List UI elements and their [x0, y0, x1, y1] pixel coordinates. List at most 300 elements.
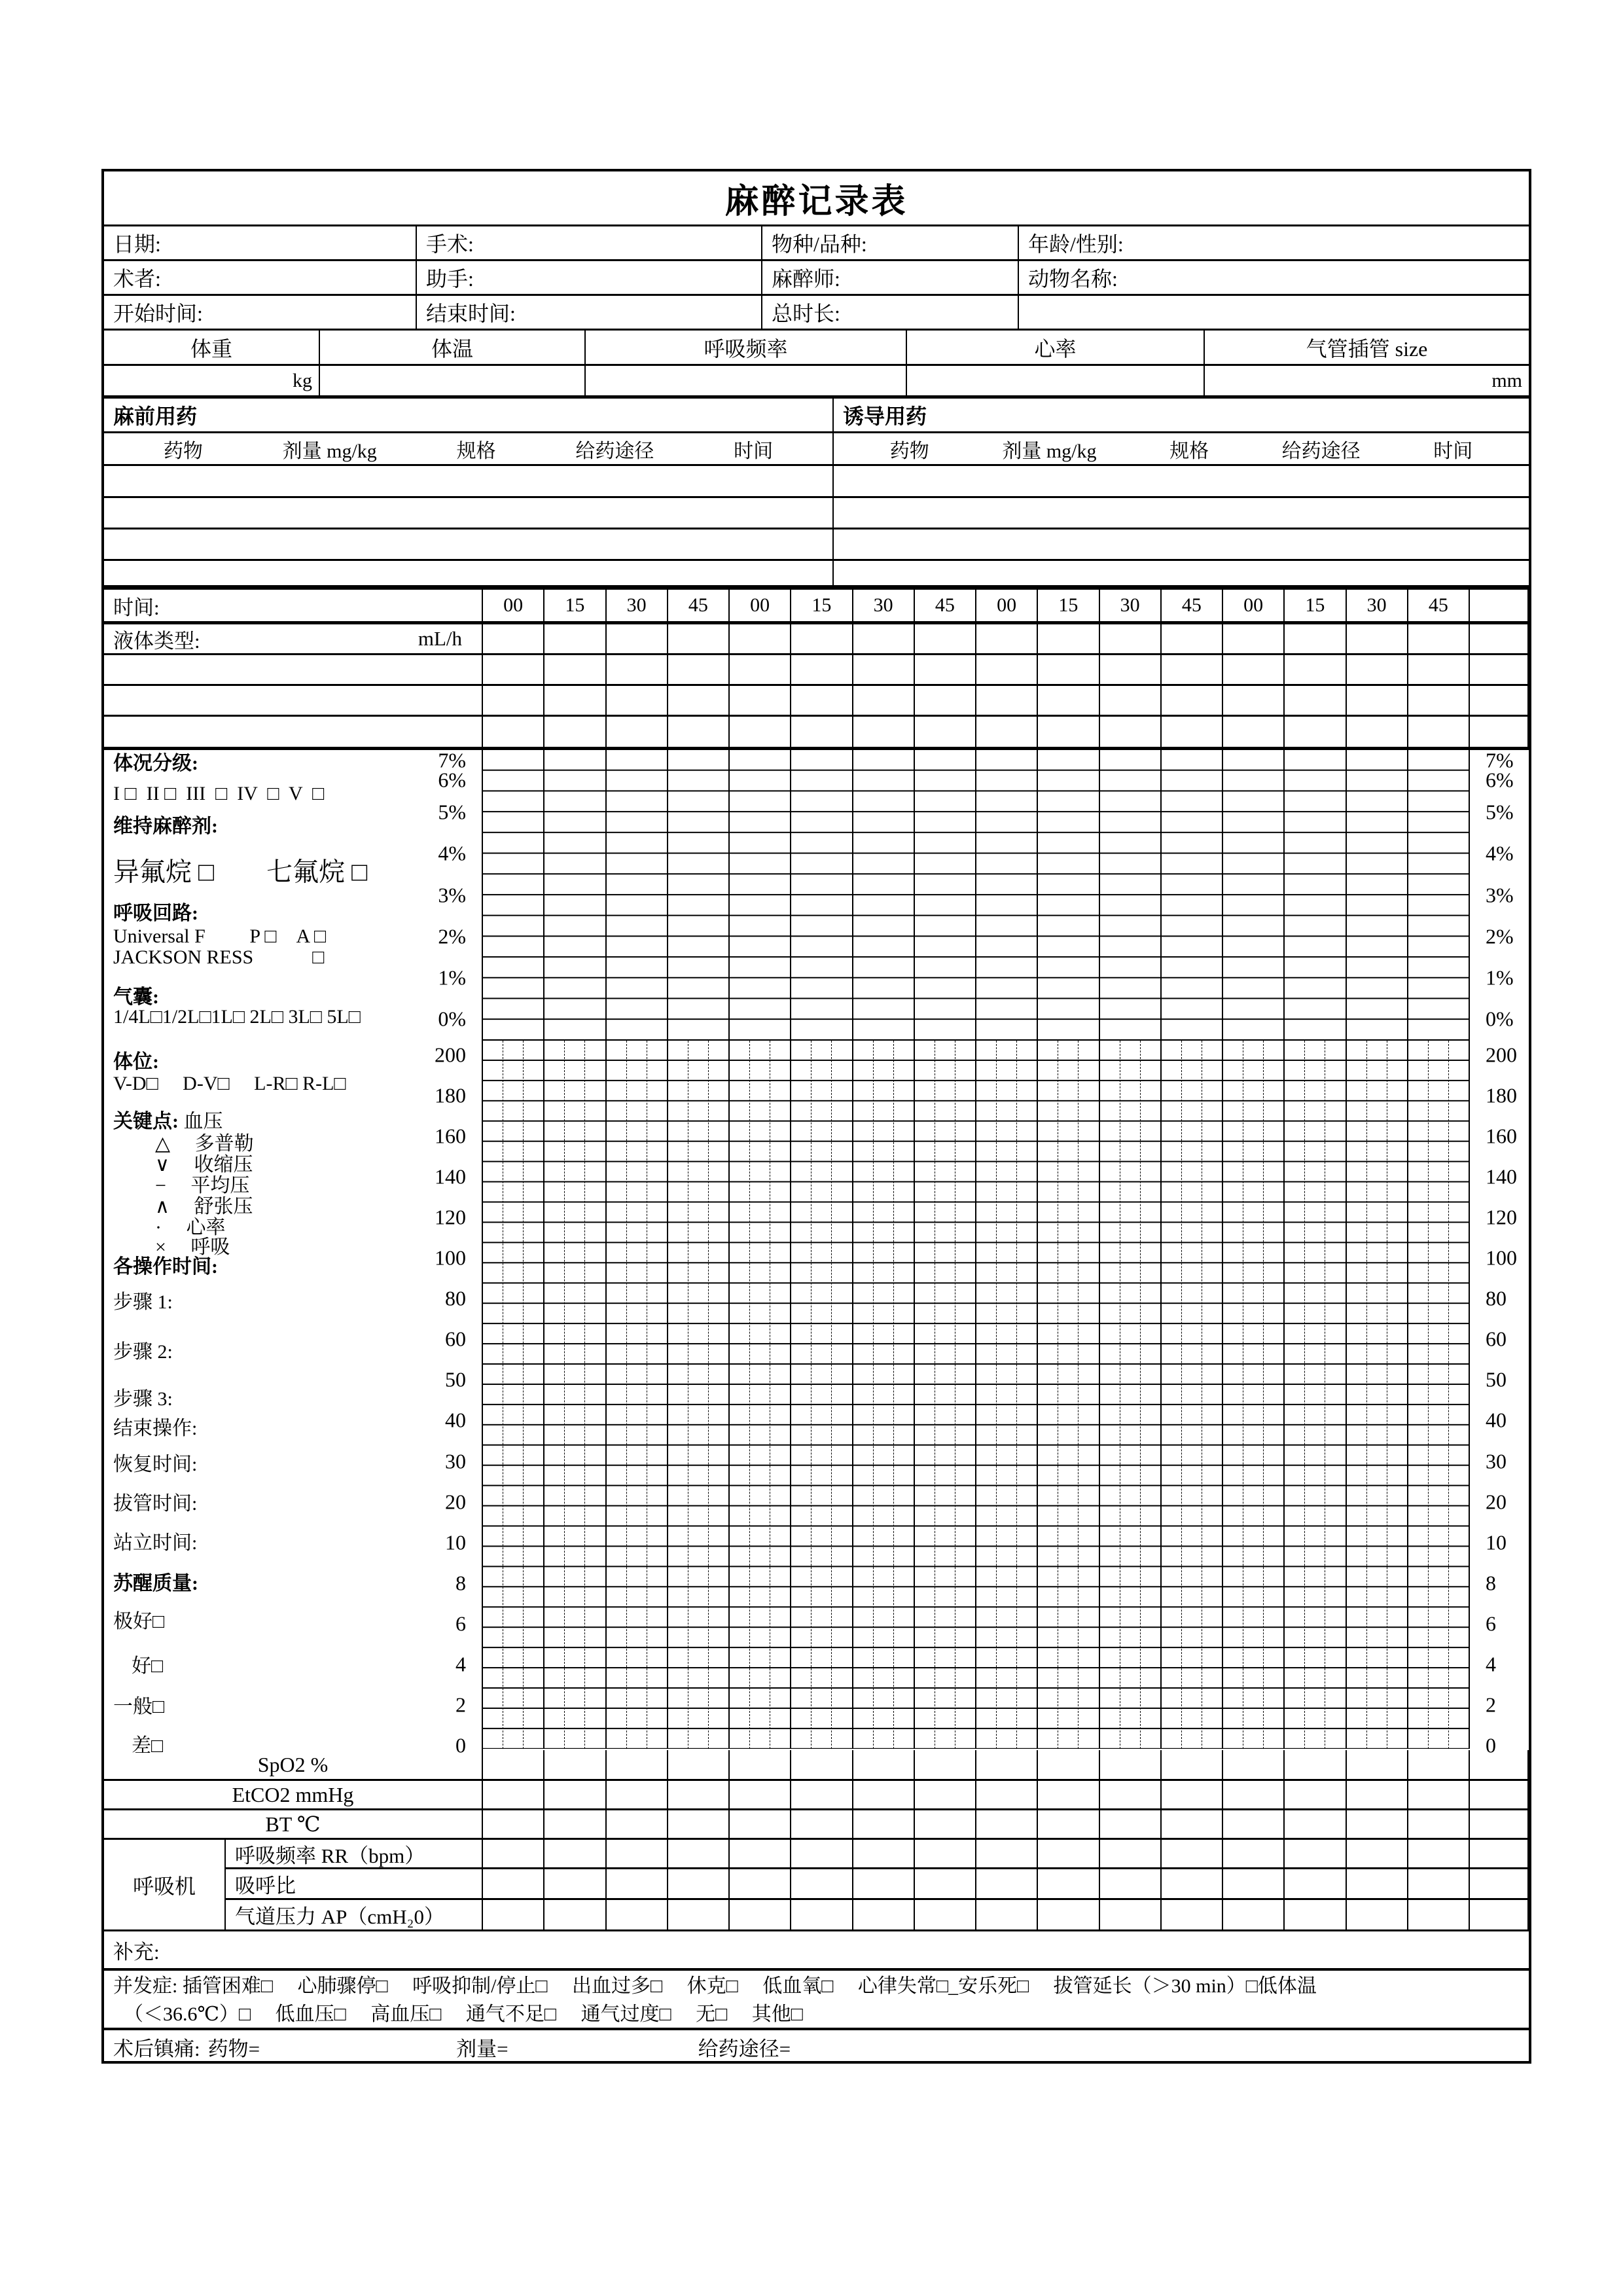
chart-legend-item: Universal F P □ A □ [113, 925, 327, 947]
chart-legend-item: 一般□ [113, 1696, 165, 1717]
grid-cell [1408, 1810, 1470, 1838]
grid-cell [483, 624, 544, 653]
grid-cell [1285, 1750, 1346, 1779]
grid-cell [668, 1781, 730, 1808]
vitals-grid-column [915, 1041, 976, 1749]
percent-grid-column [976, 750, 1038, 1039]
grid-cell [915, 1840, 976, 1867]
grid-cell [976, 686, 1038, 715]
vitals-unit-cell [907, 366, 1205, 395]
info-row [104, 296, 1529, 331]
grid-cell [791, 1869, 853, 1898]
grid-cell [1162, 717, 1223, 747]
five-min-subcolumn [688, 1041, 709, 1749]
time-tick-cell: 45 [1408, 590, 1470, 621]
med-column-label: 时间 [1433, 440, 1473, 462]
grid-cell [915, 1750, 976, 1779]
grid-cell [1408, 1840, 1470, 1867]
time-scale-row [104, 588, 1529, 624]
percent-scale-label: 2% [1486, 924, 1514, 948]
percent-grid-column [1038, 750, 1099, 1039]
value-scale-label: 140 [1486, 1164, 1517, 1189]
value-scale-label: 0 [455, 1733, 466, 1757]
value-scale-label: 120 [435, 1205, 466, 1229]
grid-cell [1223, 655, 1285, 684]
five-min-subcolumn [668, 1041, 688, 1749]
vitals-header-cell: 心率 [907, 331, 1205, 364]
grid-cell [1223, 1900, 1285, 1929]
vitals-grid-column [1408, 1041, 1470, 1749]
five-min-subcolumn [1325, 1041, 1345, 1749]
page-title: 麻醉记录表 [724, 183, 908, 221]
five-min-subcolumn [997, 1041, 1017, 1749]
induction-entry-cell [834, 498, 1529, 528]
info-cell: 手术: [417, 226, 762, 259]
grid-cell [730, 1810, 791, 1838]
grid-cell [853, 655, 915, 684]
info-cell: 动物名称: [1028, 267, 1118, 291]
grid-cell [730, 1900, 791, 1929]
chart-legend-item: 差□ [132, 1735, 164, 1757]
value-scale-label: 2 [1486, 1693, 1496, 1717]
grid-cell [1285, 1900, 1346, 1929]
chart-legend-item: V-D□ D-V□ L-R□ R-L□ [113, 1073, 346, 1094]
five-min-subcolumn [915, 1041, 935, 1749]
info-cell: 助手: [417, 261, 762, 294]
percent-grid-column [1285, 750, 1346, 1039]
time-tick-cell: 00 [483, 590, 544, 621]
five-min-subcolumn [1449, 1041, 1469, 1749]
five-min-subcolumn [894, 1041, 914, 1749]
percent-scale-label: 0% [1486, 1007, 1514, 1031]
value-scale-label: 50 [445, 1367, 466, 1391]
chart-legend-item: 异氟烷 □ 七氟烷 □ [113, 857, 368, 887]
complications-label: 并发症: [113, 1975, 178, 1997]
five-min-subcolumn [791, 1041, 812, 1749]
grid-end-cell [1470, 717, 1529, 747]
value-scale-label: 180 [1486, 1083, 1517, 1107]
grid-cell [1100, 1840, 1162, 1867]
grid-cell [915, 1810, 976, 1838]
percent-scale-label: 6% [438, 768, 466, 792]
grid-cell [1347, 686, 1408, 715]
five-min-subcolumn [1243, 1041, 1264, 1749]
percent-grid-column [607, 750, 668, 1039]
vitals-grid-column [1285, 1041, 1346, 1749]
monitor-row-label: SpO2 % [104, 1750, 483, 1779]
grid-cell [1408, 717, 1470, 747]
five-min-subcolumn [647, 1041, 667, 1749]
grid-cell [1347, 1869, 1408, 1898]
grid-cell [915, 655, 976, 684]
percent-grid-column [1100, 750, 1162, 1039]
chart-grid [483, 750, 1470, 1750]
grid-cell [1285, 1869, 1346, 1898]
ventilator-row [226, 1869, 1529, 1900]
grid-cell [915, 624, 976, 653]
value-scale-label: 40 [1486, 1408, 1507, 1432]
ventilator-row-label: 呼吸频率 RR（bpm） [226, 1840, 483, 1867]
grid-cell [1100, 655, 1162, 684]
grid-cell [1223, 1810, 1285, 1838]
blank-row-label [104, 717, 483, 747]
grid-end-cell [1470, 1840, 1529, 1867]
premed-entry-cell [104, 529, 834, 559]
grid-cell [791, 1900, 853, 1929]
grid-cell [976, 624, 1038, 653]
percent-scale-label: 7% [438, 748, 466, 772]
premed-entry-cell [104, 561, 834, 585]
time-tick-cell: 15 [1285, 590, 1346, 621]
info-cell: 结束时间: [417, 296, 762, 329]
grid-cell [915, 686, 976, 715]
chart-legend-item: △ 多普勒 [155, 1133, 254, 1155]
grid-cell [730, 686, 791, 715]
med-column-label: 药物 [163, 440, 203, 462]
percent-grid-column [730, 750, 791, 1039]
value-scale-label: 120 [1486, 1205, 1517, 1229]
grid-cell [976, 1750, 1038, 1779]
premed-title-cell [104, 399, 834, 431]
grid-cell [544, 686, 606, 715]
vitals-grid-column [976, 1041, 1038, 1749]
blank-entry-row [104, 655, 1529, 686]
grid-cell [1162, 1900, 1223, 1929]
grid-cell [915, 717, 976, 747]
grid-cell [853, 1869, 915, 1898]
premed-columns [104, 433, 834, 464]
five-min-subcolumn [1223, 1041, 1243, 1749]
five-min-subcolumn [709, 1041, 728, 1749]
grid-cell [1408, 1900, 1470, 1929]
grid-cell [1162, 1840, 1223, 1867]
grid-cell [1408, 1750, 1470, 1779]
percent-scale-label: 4% [438, 841, 466, 865]
chart-legend-item: 站立时间: [113, 1532, 198, 1554]
grid-cell [1408, 686, 1470, 715]
medication-column-headers [104, 433, 1529, 466]
grid-cell [607, 1840, 668, 1867]
five-min-subcolumn [874, 1041, 894, 1749]
grid-cell [607, 1750, 668, 1779]
five-min-subcolumn [1202, 1041, 1222, 1749]
grid-cell [1408, 1869, 1470, 1898]
five-min-subcolumn [524, 1041, 543, 1749]
grid-cell [791, 1781, 853, 1808]
grid-cell [1223, 717, 1285, 747]
grid-cell [853, 717, 915, 747]
grid-cell [1038, 1810, 1099, 1838]
grid-end-cell [1470, 1750, 1529, 1779]
chart-legend-item: × 呼吸 [155, 1236, 230, 1258]
grid-cell [607, 624, 668, 653]
chart-legend-item: 1/4L□1/2L□1L□ 2L□ 3L□ 5L□ [113, 1006, 361, 1028]
five-min-subcolumn [770, 1041, 790, 1749]
grid-cell [1038, 1781, 1099, 1808]
grid-end-cell [1470, 1810, 1529, 1838]
percent-grid-column [483, 750, 544, 1039]
value-scale-label: 10 [1486, 1530, 1507, 1554]
grid-cell [1162, 686, 1223, 715]
grid-cell [668, 1840, 730, 1867]
grid-cell [1347, 1781, 1408, 1808]
medication-entry-rows [104, 466, 1529, 588]
fluid-unit: mL/h [418, 627, 462, 650]
complications-line1 [113, 1972, 1529, 2000]
value-scale-label: 50 [1486, 1367, 1507, 1391]
ventilator-row-label: 气道压力 AP（cmH₂0） [226, 1900, 483, 1929]
five-min-subcolumn [1429, 1041, 1449, 1749]
grid-cell [1408, 655, 1470, 684]
chart-legend-item: 呼吸回路: [113, 903, 198, 924]
med-column-label: 规格 [1169, 440, 1209, 462]
five-min-subcolumn [976, 1041, 997, 1749]
grid-cell [607, 686, 668, 715]
chart-legend-item: 体况分级: [113, 753, 198, 774]
time-tick-cell: 15 [791, 590, 853, 621]
postop-dose: 剂量= [456, 2037, 508, 2060]
form-title-row [104, 171, 1529, 226]
induction-entry-cell [834, 561, 1529, 585]
value-scale-label: 30 [445, 1449, 466, 1473]
grid-cell [915, 1781, 976, 1808]
grid-cell [668, 1750, 730, 1779]
vitals-grid-column [544, 1041, 606, 1749]
grid-cell [1100, 1900, 1162, 1929]
grid-cell [607, 655, 668, 684]
grid-cell [1347, 1900, 1408, 1929]
grid-cell [668, 717, 730, 747]
chart-legend-item: 好□ [132, 1655, 164, 1677]
time-tick-cell: 00 [976, 590, 1038, 621]
grid-cell [1100, 1750, 1162, 1779]
value-scale-label: 200 [435, 1043, 466, 1067]
value-scale-label: 140 [435, 1164, 466, 1189]
blank-row-label [104, 686, 483, 715]
grid-cell [1347, 624, 1408, 653]
five-min-subcolumn [812, 1041, 832, 1749]
five-min-subcolumn [853, 1041, 874, 1749]
ventilator-row [226, 1840, 1529, 1869]
anesthesia-record-form [101, 169, 1531, 2064]
grid-cell [544, 1900, 606, 1929]
grid-cell [544, 1781, 606, 1808]
grid-end-cell [1470, 1869, 1529, 1898]
chart-legend-item: 关键点: 血压 [113, 1111, 223, 1132]
value-scale-label: 4 [1486, 1652, 1496, 1676]
value-scale-label: 160 [435, 1124, 466, 1148]
grid-cell [791, 717, 853, 747]
time-tick-cell: 30 [1100, 590, 1162, 621]
value-scale-label: 4 [455, 1652, 466, 1676]
supplement-label: 补充: [113, 1940, 160, 1964]
value-scale-label: 200 [1486, 1043, 1517, 1067]
postop-route: 给药途径= [698, 2037, 791, 2060]
chart-legend-item: 恢复时间: [113, 1454, 198, 1475]
grid-cell [1408, 624, 1470, 653]
grid-cell [483, 1869, 544, 1898]
grid-cell [668, 655, 730, 684]
grid-cell [853, 1810, 915, 1838]
percent-grid-column [915, 750, 976, 1039]
grid-cell [853, 686, 915, 715]
five-min-subcolumn [730, 1041, 750, 1749]
chart-legend-item: 体位: [113, 1051, 159, 1073]
five-min-subcolumn [832, 1041, 851, 1749]
grid-cell [483, 655, 544, 684]
five-min-subcolumn [955, 1041, 975, 1749]
grid-cell [730, 1781, 791, 1808]
grid-cell [1100, 1869, 1162, 1898]
percent-scale-label: 7% [1486, 748, 1514, 772]
ventilator-section [104, 1840, 1529, 1931]
anesthesia-chart [104, 748, 1529, 1757]
chart-legend-item: 步骤 2: [113, 1341, 173, 1363]
value-scale-label: 80 [1486, 1286, 1507, 1310]
five-min-subcolumn [750, 1041, 770, 1749]
grid-cell [1038, 1750, 1099, 1779]
chart-legend-item: 气囊: [113, 986, 159, 1008]
grid-cell [915, 1900, 976, 1929]
grid-cell [544, 1810, 606, 1838]
grid-cell [1038, 1840, 1099, 1867]
time-tick-cell: 15 [544, 590, 606, 621]
grid-cell [607, 1810, 668, 1838]
grid-end-cell [1470, 655, 1529, 684]
grid-cell [853, 1900, 915, 1929]
percent-grid-column [544, 750, 606, 1039]
info-cell: 麻醉师: [762, 261, 1019, 294]
grid-cell [1223, 686, 1285, 715]
grid-cell [730, 655, 791, 684]
grid-cell [607, 1781, 668, 1808]
grid-cell [791, 1750, 853, 1779]
grid-cell [791, 1840, 853, 1867]
grid-cell [1162, 1810, 1223, 1838]
medication-section-header [104, 399, 1529, 433]
info-row [104, 226, 1529, 261]
value-scale-label: 20 [445, 1490, 466, 1514]
monitor-row [104, 1810, 1529, 1840]
percent-scale-label: 6% [1486, 768, 1514, 792]
postop-drug: 药物= [207, 2037, 260, 2060]
grid-cell [1285, 1840, 1346, 1867]
chart-legend-item: 各操作时间: [113, 1256, 218, 1278]
induction-title-cell [834, 399, 1529, 431]
info-cell: 术者: [104, 261, 417, 294]
grid-cell [483, 686, 544, 715]
chart-legend-item: I □ II □ III □ IV □ V □ [113, 783, 325, 804]
percent-grid-column [1347, 750, 1408, 1039]
percent-scale-label: 3% [1486, 883, 1514, 907]
grid-cell [668, 624, 730, 653]
chart-legend-item: ∨ 收缩压 [155, 1154, 253, 1175]
percent-grid-column [668, 750, 730, 1039]
percent-scale-label: 5% [1486, 800, 1514, 824]
vitals-grid-column [853, 1041, 915, 1749]
grid-cell [1223, 1840, 1285, 1867]
chart-legend-item: ∧ 舒张压 [155, 1196, 253, 1217]
vitals-header-cell: 气管插管 size [1306, 336, 1428, 361]
vitals-unit-cell: kg [104, 366, 320, 395]
grid-cell [976, 1869, 1038, 1898]
grid-cell [1038, 624, 1099, 653]
grid-cell [1100, 686, 1162, 715]
grid-cell [853, 624, 915, 653]
postop-label: 术后镇痛: [113, 2037, 200, 2060]
induction-columns [834, 433, 1529, 464]
five-min-subcolumn [565, 1041, 585, 1749]
time-tick-cell: 30 [607, 590, 668, 621]
fluid-type-row [104, 624, 1529, 655]
grid-cell [730, 1750, 791, 1779]
vitals-grid-column [1162, 1041, 1223, 1749]
grid-cell [1223, 1750, 1285, 1779]
value-scale-label: 160 [1486, 1124, 1517, 1148]
monitor-row-label: BT ℃ [104, 1810, 483, 1838]
chart-legend-item: 结束操作: [113, 1418, 198, 1439]
med-column-label: 规格 [456, 440, 496, 462]
med-column-label: 药物 [889, 440, 929, 462]
percent-scale-label: 0% [438, 1007, 466, 1031]
vitals-header-cell: 呼吸频率 [586, 331, 907, 364]
grid-cell [730, 1840, 791, 1867]
complications-row [104, 1971, 1529, 2030]
induction-title: 诱导用药 [843, 404, 927, 428]
grid-cell [544, 624, 606, 653]
grid-cell [853, 1750, 915, 1779]
time-tick-cell: 30 [853, 590, 915, 621]
monitor-row-label: EtCO2 mmHg [104, 1781, 483, 1808]
value-scale-label: 100 [435, 1246, 466, 1270]
vitals-header-cell: 体重 [104, 331, 320, 364]
complications-text1: 插管困难□ 心肺骤停□ 呼吸抑制/停止□ 出血过多□ 休克□ 低血氧□ 心律失常□_安乐死□ 拔管延长（＞30 min）□低体温 [177, 1975, 1317, 1997]
vitals-grid-column [1100, 1041, 1162, 1749]
grid-cell [1162, 1750, 1223, 1779]
five-min-subcolumn [585, 1041, 605, 1749]
five-min-subcolumn [1285, 1041, 1305, 1749]
grid-cell [1408, 1781, 1470, 1808]
time-tick-cell: 00 [730, 590, 791, 621]
grid-cell [483, 1781, 544, 1808]
five-min-subcolumn [1058, 1041, 1079, 1749]
value-scale-label: 0 [1486, 1733, 1496, 1757]
info-cell: 日期: [104, 226, 417, 259]
grid-cell [976, 655, 1038, 684]
five-min-subcolumn [483, 1041, 503, 1749]
percent-scale-label: 3% [438, 883, 466, 907]
time-tick-cell: 00 [1223, 590, 1285, 621]
med-column-label: 给药途径 [575, 440, 654, 462]
five-min-subcolumn [544, 1041, 565, 1749]
percent-scale-label: 4% [1486, 841, 1514, 865]
med-column-label: 给药途径 [1281, 440, 1361, 462]
five-min-subcolumn [503, 1041, 524, 1749]
percent-grid-column [1162, 750, 1223, 1039]
grid-cell [1162, 1869, 1223, 1898]
chart-legend-item: · 心率 [155, 1217, 226, 1238]
grid-cell [668, 1810, 730, 1838]
vitals-grid-column [1223, 1041, 1285, 1749]
five-min-subcolumn [1120, 1041, 1141, 1749]
value-scale-label: 8 [1486, 1571, 1496, 1595]
grid-cell [1038, 655, 1099, 684]
five-min-subcolumn [1162, 1041, 1182, 1749]
grid-cell [730, 624, 791, 653]
grid-cell [1285, 1781, 1346, 1808]
five-min-subcolumn [1079, 1041, 1098, 1749]
med-column-label: 剂量 mg/kg [1002, 440, 1097, 462]
